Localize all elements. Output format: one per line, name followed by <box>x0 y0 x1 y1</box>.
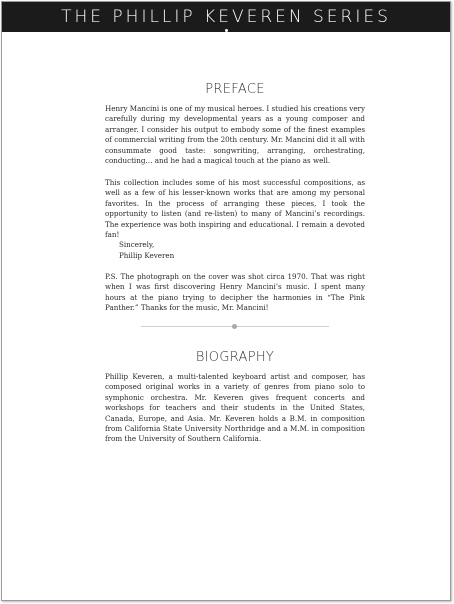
header-notch-mark <box>225 29 228 32</box>
series-header-bar <box>2 2 450 32</box>
preface-paragraph-1: Henry Mancini is one of my musical heroes. I studied his creations very carefully during my developmental years as a young composer and arranger. I consider his output to embody some of the finest examples of commercial writing from the 20th century. Mr. Mancini did it all with consummate good taste: songwriting, arranging, orchestrating, conducting… and he had a magical touch at the piano as well. <box>105 104 365 166</box>
biography-heading: BIOGRAPHY <box>195 350 275 365</box>
postscript-paragraph: P.S. The photograph on the cover was shot circa 1970. That was right when I was first discovering Henry Mancini’s music. I spent many hours at the piano trying to decipher the harmonies in “The Pink Panther.” Thanks for the music, Mr. Mancini! <box>105 272 365 313</box>
section-divider-ornament <box>232 324 237 329</box>
preface-heading: PREFACE <box>205 82 265 97</box>
closing-line: Sincerely, <box>119 240 155 249</box>
series-title: THE PHILLIP KEVEREN SERIES <box>61 7 391 27</box>
biography-paragraph: Phillip Keveren, a multi-talented keyboard artist and composer, has composed original works in a variety of genres from piano solo to symphonic orchestra. Mr. Keveren gives frequent concerts and workshops for teachers and their students in the United States, Canada, Europe, and Asia. Mr. Keveren holds a B.M. in composition from California State University Northridge and a M.M. in composition from the University of Southern California. <box>105 372 365 444</box>
document-page <box>1 1 451 601</box>
preface-paragraph-2: This collection includes some of his most successful compositions, as well as a few of his lesser-known works that are among my personal favorites. In the process of arranging these pieces, I took the opportunity to listen (and re-listen) to many of Mancini’s recordings. The experience was both inspiring and educational. I remain a devoted fan! <box>105 178 365 240</box>
signature-name: Phillip Keveren <box>119 251 175 260</box>
